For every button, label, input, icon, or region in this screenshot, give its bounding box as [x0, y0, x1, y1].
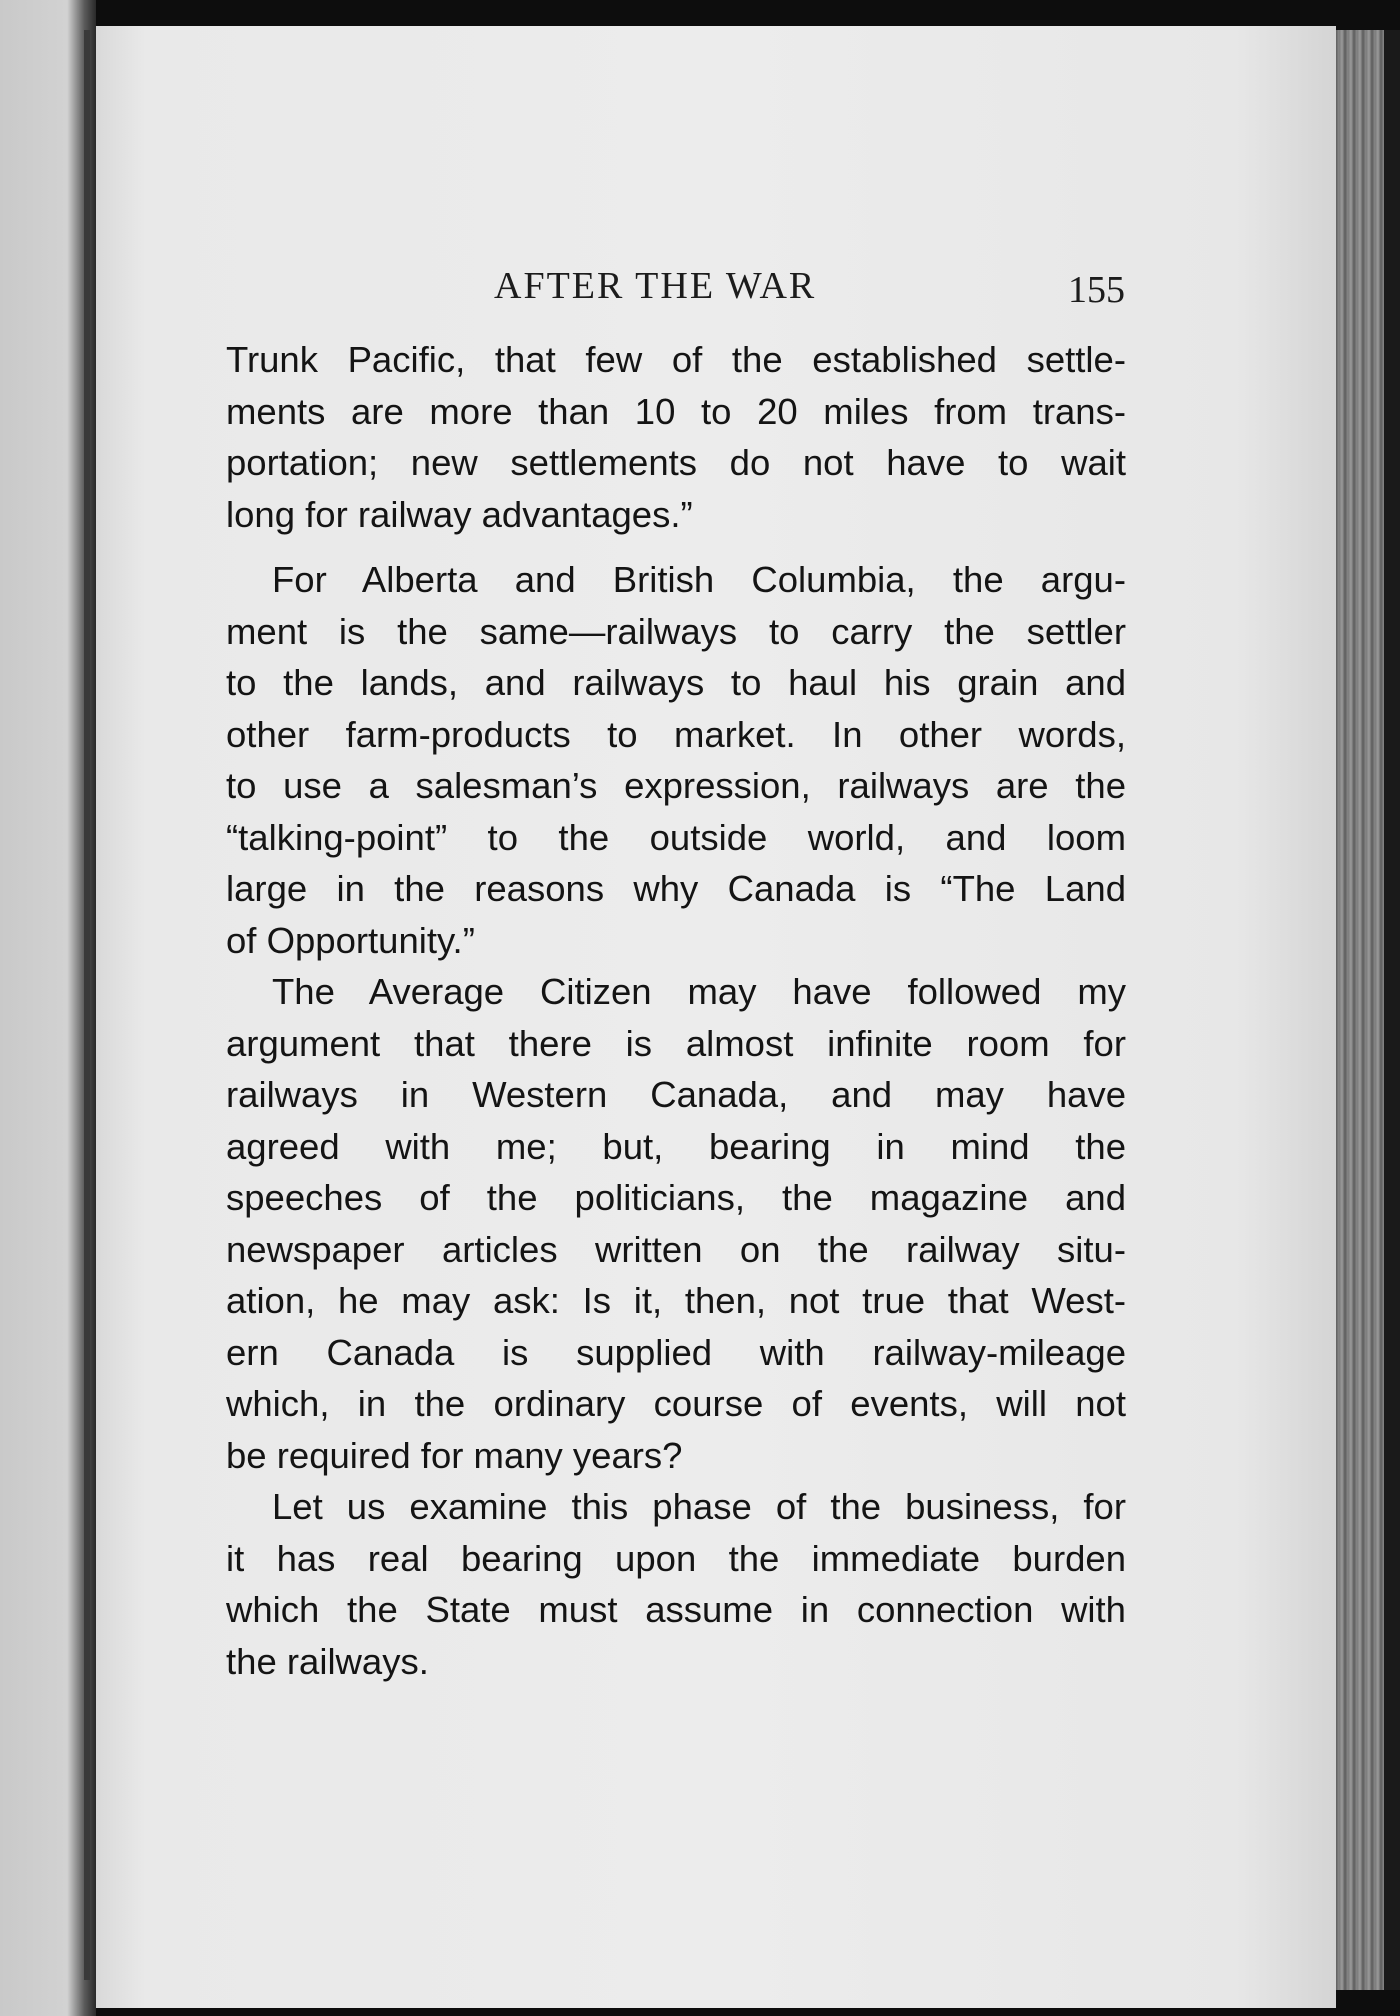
text-line: For Alberta and British Columbia, the argu-: [272, 559, 1126, 600]
text-line: portation; new settlements do not have to wait: [226, 442, 1126, 483]
text-line: The Average Citizen may have followed my: [272, 971, 1126, 1012]
text-line: ern Canada is supplied with railway-mileage: [226, 1331, 1126, 1373]
text-line: “talking-point” to the outside world, and loom: [226, 816, 1126, 858]
left-page-edge: [0, 0, 96, 2016]
text-line: long for railway advantages.”: [226, 493, 693, 535]
paragraph: [226, 334, 1126, 540]
text-line: Let us examine this phase of the business, for: [272, 1486, 1126, 1527]
running-head: AFTER THE WAR: [494, 265, 817, 307]
text-line: of Opportunity.”: [226, 919, 475, 961]
text-line: to the lands, and railways to haul his grain and: [226, 662, 1126, 703]
text-line: large in the reasons why Canada is “The Land: [226, 868, 1126, 909]
text-line: it has real bearing upon the immediate burden: [226, 1537, 1126, 1579]
text-line: newspaper articles written on the railway situ-: [226, 1228, 1126, 1270]
text-line: Trunk Pacific, that few of the established settle-: [226, 339, 1126, 380]
text-line: other farm-products to market. In other words,: [226, 713, 1126, 755]
text-line: which the State must assume in connection with: [226, 1589, 1126, 1630]
text-line: speeches of the politicians, the magazine and: [226, 1177, 1126, 1218]
text-line: railways in Western Canada, and may have: [226, 1074, 1126, 1115]
text-line: agreed with me; but, bearing in mind the: [226, 1125, 1126, 1167]
paragraph: [226, 1481, 1126, 1687]
body-text: [226, 334, 1126, 1687]
text-line: ation, he may ask: Is it, then, not true that West-: [226, 1280, 1126, 1321]
text-line: which, in the ordinary course of events, will not: [226, 1383, 1126, 1424]
text-line: to use a salesman’s expression, railways are the: [226, 765, 1126, 806]
text-line: argument that there is almost infinite room for: [226, 1022, 1126, 1064]
text-line: ments are more than 10 to 20 miles from trans-: [226, 390, 1126, 432]
paragraph: [226, 966, 1126, 1481]
book-page-edges: [1330, 30, 1400, 1990]
paragraph: [226, 554, 1126, 966]
page-number: 155: [1068, 269, 1125, 311]
text-line: be required for many years?: [226, 1434, 683, 1476]
text-line: ment is the same—railways to carry the settler: [226, 610, 1126, 652]
text-line: the railways.: [226, 1640, 429, 1682]
